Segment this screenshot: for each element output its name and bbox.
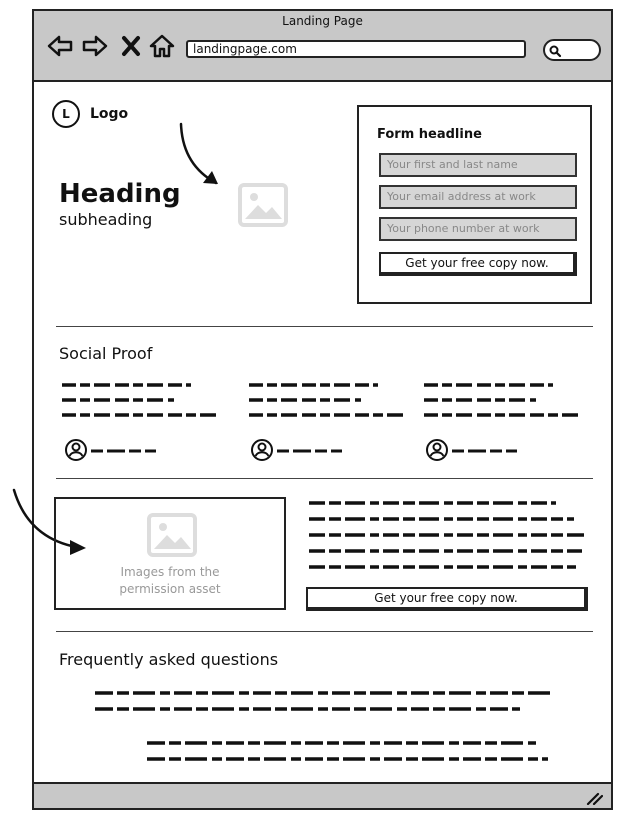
faq-text-1: [92, 687, 562, 717]
image-caption: [56, 564, 284, 598]
address-bar[interactable]: landingpage.com: [186, 40, 526, 58]
form-submit-button[interactable]: Get your free copy now.: [379, 252, 577, 276]
image-caption-line2: permission asset: [119, 582, 221, 596]
browser-window: [32, 9, 613, 810]
browser-chrome: [34, 11, 611, 82]
form-headline: Form headline: [377, 127, 482, 142]
faq-text-2: [144, 737, 564, 767]
search-icon: [548, 44, 562, 58]
home-icon[interactable]: [148, 33, 176, 59]
user-avatar-icon: [250, 438, 350, 464]
social-proof-title: Social Proof: [59, 344, 153, 363]
permission-asset-text: [306, 497, 588, 577]
divider: [56, 326, 593, 327]
search-field[interactable]: [543, 39, 601, 61]
divider: [56, 478, 593, 479]
close-icon[interactable]: [120, 33, 142, 59]
image-caption-line1: Images from the: [120, 565, 220, 579]
permission-asset-image: [54, 497, 286, 610]
resize-grip-icon[interactable]: [585, 791, 603, 805]
user-avatar-icon: [425, 438, 525, 464]
testimonial-text-2: [246, 379, 406, 423]
forward-icon[interactable]: [81, 33, 109, 59]
cta-button[interactable]: Get your free copy now.: [306, 587, 588, 611]
window-title: Landing Page: [282, 14, 363, 28]
lead-form: [357, 105, 592, 304]
page-heading: Heading: [59, 179, 181, 209]
user-avatar-icon: [64, 438, 164, 464]
annotation-arrow: [176, 121, 224, 191]
image-icon: [238, 183, 288, 227]
image-icon: [147, 513, 197, 557]
name-field[interactable]: Your first and last name: [379, 153, 577, 177]
testimonial-text-3: [421, 379, 581, 423]
faq-title: Frequently asked questions: [59, 650, 279, 669]
testimonial-text-1: [59, 379, 219, 423]
phone-field[interactable]: Your phone number at work: [379, 217, 577, 241]
logo-mark: L: [52, 100, 80, 128]
page-subheading: subheading: [59, 210, 153, 229]
email-field[interactable]: Your email address at work: [379, 185, 577, 209]
back-icon[interactable]: [46, 33, 74, 59]
status-bar: [34, 782, 611, 808]
divider: [56, 631, 593, 632]
logo-text: Logo: [90, 106, 129, 122]
